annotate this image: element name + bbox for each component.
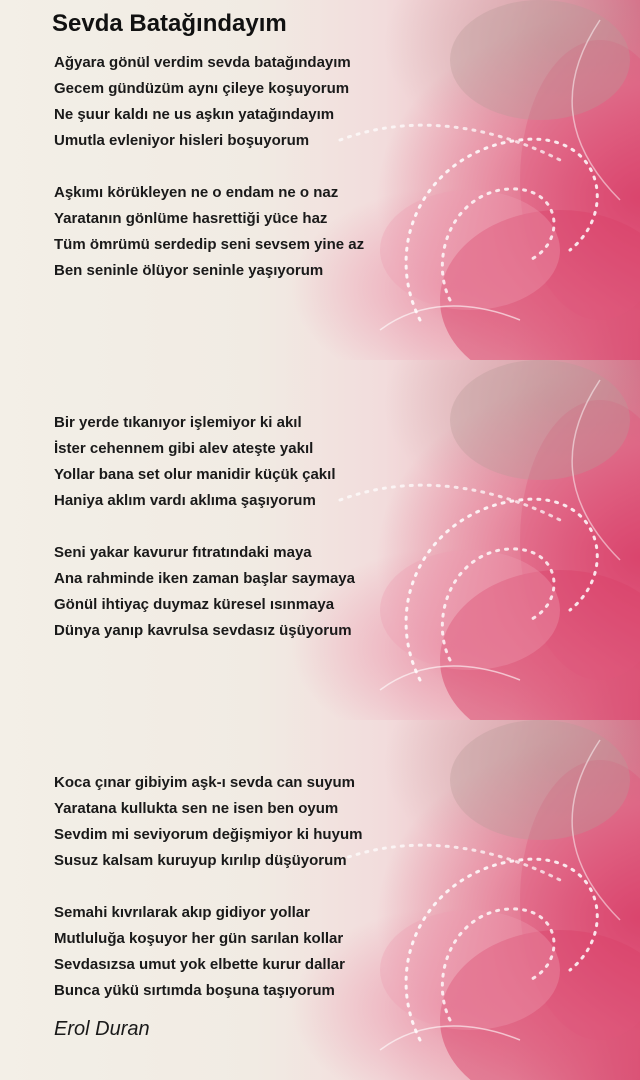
- poem-author: Erol Duran: [54, 1018, 150, 1040]
- verse-line: Yaratanın gönlüme hasrettiği yüce haz: [54, 210, 328, 227]
- verse-line: Susuz kalsam kuruyup kırılıp düşüyorum: [54, 852, 347, 869]
- verse-line: Yaratana kullukta sen ne isen ben oyum: [54, 800, 339, 817]
- verse-line: Ana rahminde iken zaman başlar saymaya: [54, 570, 355, 587]
- poem-title: Sevda Batağındayım: [52, 10, 287, 37]
- verse-line: Bir yerde tıkanıyor işlemiyor ki akıl: [54, 414, 302, 431]
- stanza: [54, 540, 355, 644]
- verse-line: Ne şuur kaldı ne us aşkın yatağındayım: [54, 106, 335, 123]
- verse-line: Haniya aklım vardı aklıma şaşıyorum: [54, 492, 316, 509]
- verse-line: Semahi kıvrılarak akıp gidiyor yollar: [54, 904, 310, 921]
- verse-line: Aşkımı körükleyen ne o endam ne o naz: [54, 184, 339, 201]
- verse-line: Gönül ihtiyaç duymaz küresel ısınmaya: [54, 596, 335, 613]
- verse-line: Seni yakar kavurur fıtratındaki maya: [54, 544, 312, 561]
- verse-line: Dünya yanıp kavrulsa sevdasız üşüyorum: [54, 622, 352, 639]
- stanza: [54, 900, 345, 1004]
- verse-line: Ben seninle ölüyor seninle yaşıyorum: [54, 262, 324, 279]
- poem-card-3: [0, 720, 640, 1080]
- verse-line: Tüm ömrümü serdedip seni sevsem yine az: [54, 236, 365, 253]
- verse-line: Koca çınar gibiyim aşk-ı sevda can suyum: [54, 774, 355, 791]
- poem-card-1: [0, 0, 640, 360]
- poem-card-2: [0, 360, 640, 720]
- verse-line: Mutluluğa koşuyor her gün sarılan kollar: [54, 930, 344, 947]
- verse-line: Yollar bana set olur manidir küçük çakıl: [54, 466, 336, 483]
- verse-line: İster cehennem gibi alev ateşte yakıl: [54, 440, 314, 457]
- verse-line: Ağyara gönül verdim sevda batağındayım: [54, 54, 351, 71]
- stanza: [54, 180, 364, 284]
- verse-line: Gecem gündüzüm aynı çileye koşuyorum: [54, 80, 350, 97]
- verse-line: Sevdasızsa umut yok elbette kurur dallar: [54, 956, 345, 973]
- stanza: [54, 50, 351, 154]
- stanza: [54, 770, 362, 874]
- verse-line: Bunca yükü sırtımda boşuna taşıyorum: [54, 982, 335, 999]
- stanza: [54, 410, 335, 514]
- verse-line: Sevdim mi seviyorum değişmiyor ki huyum: [54, 826, 363, 843]
- verse-line: Umutla evleniyor hisleri boşuyorum: [54, 132, 310, 149]
